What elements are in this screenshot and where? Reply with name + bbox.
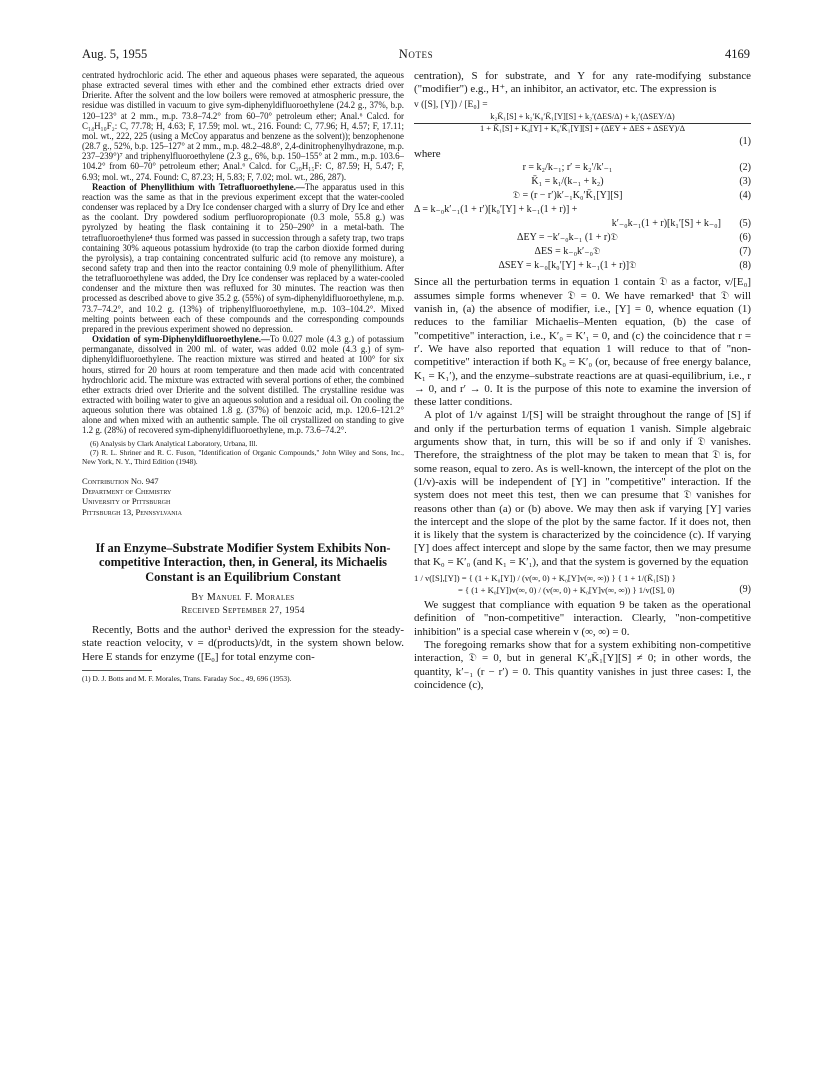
eq5-line2: k′₋₀k₋₁(1 + r)[k₁′[S] + k₋₀] — [611, 218, 721, 230]
article-author: By Manuel F. Morales — [191, 591, 295, 603]
article-title: If an Enzyme–Substrate Modifier System Exhibits Non-competitive Interaction, then, in General, its Michaelis Constant is an Equilibrium Constant — [95, 540, 391, 584]
footnote-7: (7) R. L. Shriner and R. C. Fuson, "Identification of Organic Compounds," John Wiley and Sons, Inc., New York, N. Y., Third Edition (1948). — [82, 447, 404, 466]
equation-5b — [414, 217, 751, 231]
right-paragraph-5: The foregoing remarks show that for a system exhibiting non-competitive interaction, 𝔇 = 0, but in general K′₀K̄₁[Y][S] ≠ 0; in other words, the quantity, k′₋₁ (r − r′) = 0. This quantity vanishes in just three cases: I, the coincidence (c), — [414, 638, 751, 691]
paragraph-2-text: The apparatus used in this reaction was the same as that in the previous experiment except that the water-cooled condenser was replaced by a Dry Ice condenser charged with a slurry of Dry Ice and ether as the coolant. Dry powdered sodium perfluoropropionate (0.3 mole, 55.8 g.) was pyrolyzed by heating the flask containing it to 250–290° in a metal-bath. The tetrafluoroethylene⁴ thus formed was passed in succession through a safety trap, two traps containing 30% aqueous potassium hydroxide (to trap the carbon dioxide formed during the pyrolysis), a trap containing concentrated sulfuric acid (to remove any moisture), a second safety trap and then into the reactor containing 0.9 mole of phenyllithium. After the tetrafluoroethylene was added, the Dry Ice condenser was replaced by a water-cooled condenser and the mixture then was refluxed for 30 minutes. The reaction was then processed as described above to give 35.2 g. (55%) of sym-diphenyldifluoroethylene, m.p. 73.7–74.2°, and 10.2 g. (13%) of triphenylfluoroethylene, m.p. 103–104.2°. Mixed melting points between each of these compounds and the corresponding compounds prepared in the previous experiment showed no depression. — [82, 181, 404, 334]
eq2-expression: r = k₂/k₋₁; r′ = k₂′/k′₋₁ — [522, 162, 613, 174]
running-header — [82, 47, 750, 65]
eq7-number: (7) — [739, 246, 751, 258]
eq3-expression: K̄₁ = k₁/(k₋₁ + k₂) — [531, 176, 604, 188]
experimental-paragraph-3 — [82, 334, 404, 436]
eq4-expression: 𝔇 = (r − r′)k′₋₁K₀′K̄₁[Y][S] — [512, 190, 623, 202]
footnote-1: (1) D. J. Botts and M. F. Morales, Trans. Faraday Soc., 49, 696 (1953). — [82, 673, 292, 683]
paragraph-3-text: To 0.027 mole (4.3 g.) of potassium permanganate, dissolved in 200 ml. of water, was added 0.02 mole (4.3 g.) of sym-diphenyldifluoroethylene. The reaction mixture was stirred and heated at 100° for six hours, stirred for 20 hours at room temperature and then made acid with concentrated hydrochloric acid. The mixture was extracted with several portions of ether, the combined ether extracts dried over Drierite and the solvent distilled. The crystalline residue was extracted with boiling water to give an aqueous solution and a residual oil. On cooling the aqueous solution there was obtained 1.8 g. (37%) of benzoic acid, m.p. 120.6–121.2° alone and when mixed with an authentic sample. The oil crystallized on standing to give 1.2 g. (28%) of recovered sym-diphenyldifluoroethylene, m.p. 73.6–74.2°. — [82, 334, 404, 436]
eq9-lhs: 1 / v([S],[Y]) = — [414, 573, 467, 584]
contribution-number: Contribution No. 947 — [82, 475, 159, 486]
eq9-rhs-line1: { (1 + K₀[Y]) / (v(∞, 0) + K₀[Y]v(∞, ∞)) } { 1 + 1/(K̄₁[S]) } — [468, 573, 676, 584]
right-paragraph-1: centration), S for substrate, and Y for any rate-modifying substance ("modifier") e.g., H⁺, an inhibitor, an activator, etc. The expression is — [414, 70, 751, 96]
eq2-number: (2) — [739, 162, 751, 174]
equation-3 — [414, 175, 751, 189]
eq6-number: (6) — [739, 232, 751, 244]
eq1-numerator: k₂K̄₁[S] + k₂′K₀′K̄₁[Y][S] + k₂′(ΔES/Δ) + k₂′(ΔSEY/Δ) — [414, 112, 751, 125]
footnote-rule — [82, 670, 152, 671]
equation-6 — [414, 231, 751, 245]
eq5-line1: Δ = k₋₀k′₋₁(1 + r′)[k₀′[Y] + k₋₁(1 + r)] + — [414, 204, 578, 216]
eq3-number: (3) — [739, 176, 751, 188]
eq1-denominator: 1 + K̄₁[S] + K₀[Y] + K₀′K̄₁[Y][S] + (ΔEY + ΔES + ΔSEY)/Δ — [480, 124, 685, 134]
equation-4 — [414, 189, 751, 203]
eq8-number: (8) — [739, 260, 751, 272]
equation-2 — [414, 161, 751, 175]
experimental-paragraph-1: centrated hydrochloric acid. The ether and aqueous phases were separated, the aqueous phase extracted several times with ether and the combined ether extracts dried over Drierite. After the solvent and the low boilers were removed at atmospheric pressure, the residue was distilled in vacuum to give sym-diphenyldifluoroethylene (24.2 g., 37%, b.p. 120–123° at 2 mm., m.p. 73.8–74.2° from 60–70° petroleum ether; Anal.⁶ Calcd. for C₁₄H₁₀F₂: C, 77.78; H, 4.63; F, 17.59; mol. wt., 216. Found: C, 77.96; H, 4.57; F, 17.11; mol. wt., 222, 225 (using a McCoy apparatus and benzene as the solvent)); benzophenone (28.7 g., 52%, b.p. 125–127° at 2 mm., m.p. 48.2–48.8°, 2,4-dinitrophenylhydrazone, m.p. 237–239°)⁷ and triphenylfluoroethylene (2.3 g., 6%, b.p. 150–155° at 2 mm., m.p. 103.6–104.2° from 60–70° petroleum ether; Anal.⁶ Calcd. for C₂₀H₁₅F: C, 87.59; H, 5.47; F, 6.93; mol. wt., 274. Found: C, 87.23; H, 5.83; F, 7.02; mol. wt., 286, 287). — [82, 70, 404, 182]
eq1-number: (1) — [739, 135, 751, 147]
article-intro — [82, 624, 404, 664]
right-paragraph-3: A plot of 1/v against 1/[S] will be straight throughout the range of [S] if and only if the perturbation terms of equation 1 vanish. Simple algebraic arguments show that, in turn, this will be so if and only if 𝔇 vanishes. Therefore, the straightness of the plot may be taken to mean that 𝔇 is, for some reason, equal to zero. As is well-known, the intercept of the plot on the (1/v)-axis will be independent of [Y] in "competitive" interaction. If the system does not meet this test, then we can presume that 𝔇 vanishes for reasons other than (a) or (b) above. We may then ask if varying [Y] varies the intercept and the slope of the plot by the same factor. If it does not, then it is likely that the system is characterized by the coincidence (c). If varying [Y] does affect intercept and slope by the same factor, then we may presume that K₀ = K′₀ (and K₁ = K′₁), and that the system is governed by the equation — [414, 409, 751, 568]
intro-paragraph: Recently, Botts and the author¹ derived the expression for the steady-state reaction velocity, v = d(products)/dt, in the system shown below. Here E stands for enzyme ([E₀] for total enzyme con- — [82, 623, 404, 663]
footnote-6: (6) Analysis by Clark Analytical Laboratory, Urbana, Ill. — [90, 438, 258, 448]
header-section: Notes — [398, 47, 434, 61]
right-column — [414, 70, 751, 1060]
eq8-expression: ΔSEY = k₋₀[k₀′[Y] + k₋₁(1 + r)]𝔇 — [498, 260, 637, 272]
city: Pittsburgh 13, Pennsylvania — [82, 506, 182, 517]
received-date: Received September 27, 1954 — [181, 605, 305, 616]
contribution-block — [82, 476, 404, 517]
eq9-number: (9) — [739, 584, 751, 596]
eq7-expression: ΔES = k₋₀k′₋₀𝔇 — [534, 246, 601, 258]
equation-5a — [414, 203, 751, 217]
eq4-number: (4) — [739, 190, 751, 202]
equation-7 — [414, 245, 751, 259]
footnotes-block — [82, 439, 404, 466]
where-label: where — [414, 148, 441, 161]
university: University of Pittsburgh — [82, 496, 171, 507]
eq5-number: (5) — [739, 218, 751, 230]
experimental-paragraph-2 — [82, 182, 404, 334]
department: Department of Chemistry — [82, 485, 172, 496]
eq1-lhs: v ([S], [Y]) / [E₀] = — [414, 99, 488, 110]
equation-1 — [414, 99, 751, 149]
equation-9 — [414, 572, 751, 596]
equation-8 — [414, 259, 751, 273]
header-date: Aug. 5, 1955 — [82, 47, 148, 61]
header-page-number: 4169 — [725, 47, 750, 61]
eq6-expression: ΔEY = −k′₋₀k₋₁ (1 + r)𝔇 — [517, 232, 618, 244]
section-heading-phenyllithium: Reaction of Phenyllithium with Tetrafluoroethylene.— — [92, 181, 305, 192]
right-paragraph-4: We suggest that compliance with equation 9 be taken as the operational definition of "non-competitive" interaction. Clearly, "non-competitive inhibition" is a special case wherein v (∞, ∞) = 0. — [414, 599, 751, 638]
section-heading-oxidation: Oxidation of sym-Diphenyldifluoroethylene.— — [92, 334, 270, 345]
right-paragraph-2: Since all the perturbation terms in equation 1 contain 𝔇 as a factor, v/[E₀] assumes simple forms whenever 𝔇 = 0. We have remarked¹ that 𝔇 will vanish in, (a) the absence of modifier, i.e., [Y] = 0, whence equation (1) reduces to the familiar Michaelis–Menten equation, (b) the case of "competitive" interaction, i.e., K′₀ = K′₁ = 0, and (c) the coincidence that r = r′. We have also reported that equation 1 will reduce to that of "non-competitive" interaction if both K₀ = K′₀ (or, because of free energy balance, K₁ = K₁′), and the enzyme–substrate reactions are at quasi-equilibrium, i.e., r → 0, and r′ → 0. It is the purpose of this note to examine the inversion of these latter conditions. — [414, 276, 751, 409]
left-column — [82, 70, 404, 1060]
eq9-rhs-line2: = { (1 + K₀[Y])v(∞, 0) / (v(∞, 0) + K₀[Y]v(∞, ∞)) } 1/v([S], 0) — [458, 585, 675, 596]
